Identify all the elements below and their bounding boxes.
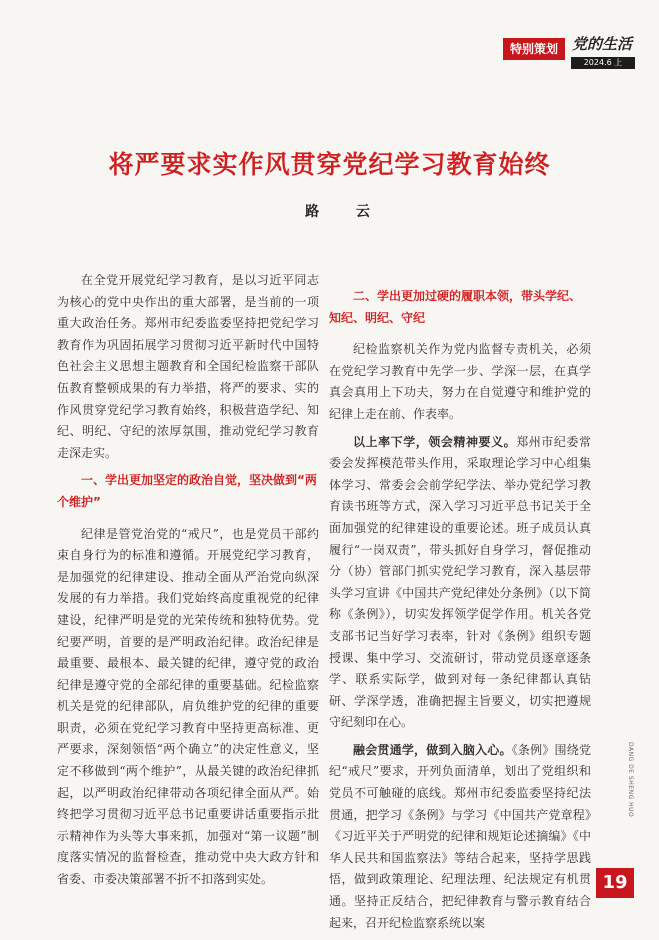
- article-title: 将严要求实作风贯穿党纪学习教育始终: [108, 150, 551, 179]
- page-number: 19: [596, 868, 634, 898]
- right-column: [329, 280, 591, 940]
- section-tag: 特别策划: [503, 38, 565, 60]
- paragraph-integrated-study: [329, 740, 591, 934]
- paragraph-section-2: 纪检监察机关作为党内监督专责机关，必须在党纪学习教育中先学一步、学深一层，在真学真会真用上下功夫，努力在自觉遵守和维护党的纪律上走在前、作表率。: [329, 342, 591, 421]
- article-author: 路 云: [305, 204, 386, 220]
- page-header: [0, 0, 659, 80]
- lead-phrase: 融会贯通学，做到入脑入心。: [353, 742, 512, 757]
- lead-phrase: 以上率下学，领会精神要义。: [353, 434, 517, 449]
- paragraph-body: 郑州市纪委常委会发挥模范带头作用，采取理论学习中心组集体学习、常委会会前学纪学法、举办党纪学习教育读书班等方式，深入学习习近平总书记关于全面加强党的纪律建设的重要论述。班子成员认真履行“一岗双责”，带头抓好自身学习，督促推动分（协）管部门抓实党纪学习教育，深入基层带头学习宣讲《中国共产党纪律处分条例》（以下简称《条例》），切实发挥领学促学作用。机关各党支部书记当好学习表率，针对《条例》组织专题授课、集中学习、交流研讨，带动党员逐章逐条学、联系实际学，做到对每一条纪律都认真钻研、学深学透，准确把握主旨要义，切实把遵规守纪刻印在心。: [329, 434, 591, 730]
- magazine-logo: 党的生活: [571, 35, 632, 53]
- left-column: [57, 270, 319, 897]
- paragraph-body: 《条例》围绕党纪“戒尺”要求，开列负面清单，划出了党组织和党员不可触碰的底线。郑州市纪委监委坚持纪法贯通，把学习《条例》与学习《中国共产党章程》《习近平关于严明党的纪律和规矩论述摘编》《中华人民共和国监察法》等结合起来，坚持学思践悟，做到政策理论、纪理法理、纪法规定有机贯通。坚持正反结合，把纪律教育与警示教育结合起来，召开纪检监察系统以案: [329, 742, 591, 930]
- section-heading-1: 一、学出更加坚定的政治自觉，坚决做到“两个维护”: [57, 473, 317, 509]
- section-heading-2: 二、学出更加过硬的履职本领，带头学纪、知纪、明纪、守纪: [329, 289, 582, 325]
- paragraph-section-1: 纪律是管党治党的“戒尺”，也是党员干部约束自身行为的标准和遵循。开展党纪学习教育，是加强党的纪律建设、推动全面从严治党向纵深发展的有力举措。我们党始终高度重视党的纪律建设，纪律严明是党的光荣传统和独特优势。党纪要严明，首要的是严明政治纪律。政治纪律是最重要、最根本、最关键的纪律，遵守党的政治纪律是遵守党的全部纪律的重要基础。纪检监察机关是党的纪律部队，肩负维护党的纪律的重要职责，必须在党纪学习教育中坚持更高标准、更严要求，深刻领悟“两个确立”的决定性意义，坚定不移做到“两个维护”，从最关键的政治纪律抓起，以严明政治纪律带动各项纪律全面从严。始终把学习贯彻习近平总书记重要讲话重要指示批示精神作为头等大事来抓，加强对“第一议题”制度落实情况的监督检查，推动党中央大政方针和省委、市委决策部署不折不扣落到实处。: [57, 526, 319, 887]
- side-code: DANG DE SHENG HUO: [627, 742, 634, 818]
- paragraph-intro: 在全党开展党纪学习教育，是以习近平同志为核心的党中央作出的重大部署，是当前的一项重大政治任务。郑州市纪委监委坚持把党纪学习教育作为巩固拓展学习贯彻习近平新时代中国特色社会主义思想主题教育和全国纪检监察干部队伍教育整顿成果的有力举措，将严的要求、实的作风贯穿党纪学习教育始终，积极营造学纪、知纪、明纪、守纪的浓厚氛围，推动党纪学习教育走深走实。: [57, 273, 319, 460]
- issue-badge: 2024.6 上: [571, 57, 635, 69]
- paragraph-lead-study: [329, 432, 591, 734]
